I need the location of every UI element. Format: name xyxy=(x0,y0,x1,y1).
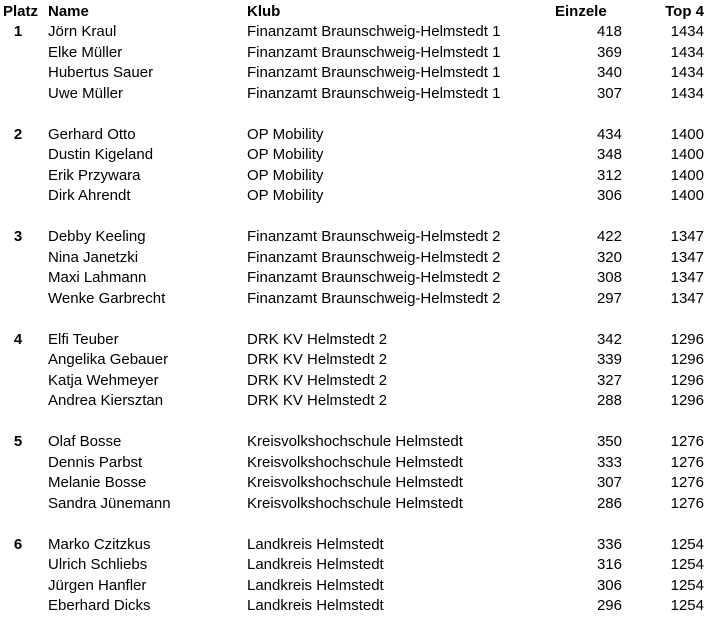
club-cell: DRK KV Helmstedt 2 xyxy=(247,330,388,348)
table-row xyxy=(0,22,716,42)
einzel-cell: 312 xyxy=(596,166,622,184)
club-cell: Finanzamt Braunschweig-Helmstedt 2 xyxy=(247,248,501,266)
einzel-cell: 418 xyxy=(596,23,622,40)
name-cell: Uwe Müller xyxy=(48,84,124,102)
einzel-cell: 307 xyxy=(596,84,622,102)
club-cell: OP Mobility xyxy=(247,125,324,143)
table-row xyxy=(0,596,716,616)
name-cell: Elfi Teuber xyxy=(48,330,119,348)
table-row xyxy=(0,145,716,165)
name-cell: Maxi Lahmann xyxy=(48,269,147,286)
einzel-cell: 308 xyxy=(596,269,622,286)
einzel-cell: 288 xyxy=(596,392,622,409)
club-cell: Kreisvolkshochschule Helmstedt xyxy=(247,433,463,450)
table-row xyxy=(0,535,716,555)
club-cell: OP Mobility xyxy=(247,146,324,163)
club-cell: Finanzamt Braunschweig-Helmstedt 2 xyxy=(247,289,501,307)
top4-cell: 1434 xyxy=(670,43,704,61)
table-row xyxy=(0,268,716,288)
rank-cell: 2 xyxy=(13,125,23,143)
top4-cell: 1434 xyxy=(670,23,704,40)
table-row xyxy=(0,473,716,493)
club-cell: Landkreis Helmstedt xyxy=(247,597,384,614)
top4-cell: 1276 xyxy=(670,474,704,491)
top4-cell: 1254 xyxy=(670,556,704,573)
club-cell: DRK KV Helmstedt 2 xyxy=(247,392,388,409)
name-cell: Dirk Ahrendt xyxy=(48,187,131,204)
name-cell: Katja Wehmeyer xyxy=(48,371,159,389)
einzel-cell: 339 xyxy=(596,351,622,368)
club-cell: OP Mobility xyxy=(247,187,324,204)
einzel-cell: 348 xyxy=(596,146,622,163)
rank-cell: 4 xyxy=(13,330,23,348)
header-top4: Top 4 xyxy=(665,3,704,20)
top4-cell: 1400 xyxy=(670,125,704,143)
top4-cell: 1276 xyxy=(670,433,704,450)
einzel-cell: 340 xyxy=(596,64,622,81)
name-cell: Elke Müller xyxy=(48,43,123,61)
top4-cell: 1276 xyxy=(670,494,704,512)
einzel-cell: 307 xyxy=(596,474,622,491)
club-cell: DRK KV Helmstedt 2 xyxy=(247,371,388,389)
einzel-cell: 369 xyxy=(596,43,622,61)
einzel-cell: 434 xyxy=(596,125,622,143)
club-cell: Kreisvolkshochschule Helmstedt xyxy=(247,474,463,491)
club-cell: Kreisvolkshochschule Helmstedt xyxy=(247,494,463,512)
top4-cell: 1254 xyxy=(670,597,704,614)
name-cell: Ulrich Schliebs xyxy=(48,556,148,573)
header-platz: Platz xyxy=(3,3,39,20)
einzel-cell: 306 xyxy=(596,187,622,204)
table-row xyxy=(0,576,716,596)
name-cell: Dustin Kigeland xyxy=(48,146,154,163)
top4-cell: 1254 xyxy=(670,576,704,594)
name-cell: Eberhard Dicks xyxy=(48,597,151,614)
rank-cell: 3 xyxy=(13,228,23,245)
name-cell: Wenke Garbrecht xyxy=(48,289,166,307)
table-row xyxy=(0,289,716,309)
rank-cell: 1 xyxy=(13,23,23,40)
table-row xyxy=(0,371,716,391)
top4-cell: 1347 xyxy=(670,248,704,266)
einzel-cell: 296 xyxy=(596,597,622,614)
table-row xyxy=(0,43,716,63)
table-row xyxy=(0,453,716,473)
top4-cell: 1276 xyxy=(670,453,704,471)
name-cell: Angelika Gebauer xyxy=(48,351,169,368)
club-cell: Landkreis Helmstedt xyxy=(247,576,384,594)
top4-cell: 1254 xyxy=(670,535,704,553)
club-cell: Finanzamt Braunschweig-Helmstedt 2 xyxy=(247,269,501,286)
table-row xyxy=(0,248,716,268)
table-row xyxy=(0,166,716,186)
name-cell: Dennis Parbst xyxy=(48,453,143,471)
club-cell: Finanzamt Braunschweig-Helmstedt 1 xyxy=(247,84,501,102)
table-row xyxy=(0,63,716,83)
name-cell: Sandra Jünemann xyxy=(48,494,171,512)
table-row xyxy=(0,330,716,350)
einzel-cell: 297 xyxy=(596,289,622,307)
einzel-cell: 286 xyxy=(596,494,622,512)
einzel-cell: 327 xyxy=(596,371,622,389)
einzel-cell: 316 xyxy=(596,556,622,573)
name-cell: Andrea Kiersztan xyxy=(48,392,164,409)
table-row xyxy=(0,391,716,411)
rank-cell: 6 xyxy=(13,535,23,553)
header-klub: Klub xyxy=(247,3,281,20)
club-cell: Finanzamt Braunschweig-Helmstedt 2 xyxy=(247,228,501,245)
club-cell: Finanzamt Braunschweig-Helmstedt 1 xyxy=(247,23,501,40)
top4-cell: 1400 xyxy=(670,146,704,163)
top4-cell: 1434 xyxy=(670,84,704,102)
einzel-cell: 333 xyxy=(596,453,622,471)
header-einzel: Einzele xyxy=(555,3,607,20)
table-row xyxy=(0,186,716,206)
table-row xyxy=(0,227,716,247)
header-name: Name xyxy=(48,3,89,20)
top4-cell: 1434 xyxy=(670,64,704,81)
club-cell: OP Mobility xyxy=(247,166,324,184)
name-cell: Olaf Bosse xyxy=(48,433,122,450)
table-row xyxy=(0,494,716,514)
club-cell: Kreisvolkshochschule Helmstedt xyxy=(247,453,463,471)
top4-cell: 1296 xyxy=(670,392,704,409)
top4-cell: 1400 xyxy=(670,187,704,204)
table-row xyxy=(0,125,716,145)
top4-cell: 1296 xyxy=(670,351,704,368)
name-cell: Erik Przywara xyxy=(48,166,141,184)
table-row xyxy=(0,555,716,575)
name-cell: Gerhard Otto xyxy=(48,125,136,143)
table-row xyxy=(0,350,716,370)
top4-cell: 1347 xyxy=(670,289,704,307)
top4-cell: 1347 xyxy=(670,228,704,245)
table-row xyxy=(0,84,716,104)
einzel-cell: 320 xyxy=(596,248,622,266)
einzel-cell: 336 xyxy=(596,535,622,553)
top4-cell: 1296 xyxy=(670,330,704,348)
top4-cell: 1347 xyxy=(670,269,704,286)
name-cell: Jörn Kraul xyxy=(48,23,117,40)
club-cell: Finanzamt Braunschweig-Helmstedt 1 xyxy=(247,64,501,81)
top4-cell: 1400 xyxy=(670,166,704,184)
top4-cell: 1296 xyxy=(670,371,704,389)
name-cell: Debby Keeling xyxy=(48,228,146,245)
einzel-cell: 306 xyxy=(596,576,622,594)
einzel-cell: 350 xyxy=(596,433,622,450)
table-row xyxy=(0,432,716,452)
name-cell: Marko Czitzkus xyxy=(48,535,151,553)
club-cell: Finanzamt Braunschweig-Helmstedt 1 xyxy=(247,43,501,61)
name-cell: Jürgen Hanfler xyxy=(48,576,147,594)
name-cell: Hubertus Sauer xyxy=(48,64,154,81)
name-cell: Nina Janetzki xyxy=(48,248,139,266)
name-cell: Melanie Bosse xyxy=(48,474,147,491)
einzel-cell: 422 xyxy=(596,228,622,245)
club-cell: Landkreis Helmstedt xyxy=(247,556,384,573)
einzel-cell: 342 xyxy=(596,330,622,348)
club-cell: DRK KV Helmstedt 2 xyxy=(247,351,388,368)
rank-cell: 5 xyxy=(13,433,23,450)
club-cell: Landkreis Helmstedt xyxy=(247,535,384,553)
